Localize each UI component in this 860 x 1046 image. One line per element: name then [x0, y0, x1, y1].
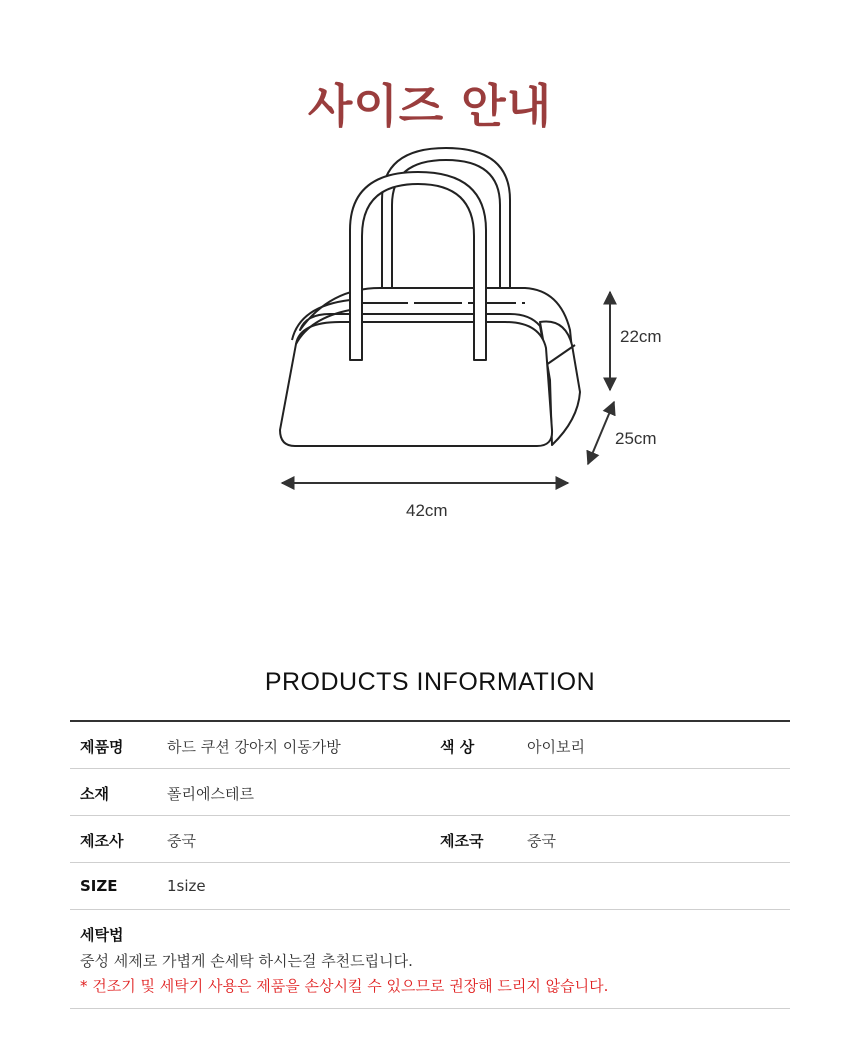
care-row	[70, 910, 790, 1009]
depth-arrow	[588, 402, 614, 464]
country-value: 중국	[527, 832, 556, 850]
color-value: 아이보리	[527, 738, 585, 756]
color-label: 색 상	[440, 738, 475, 756]
name-value: 하드 쿠션 강아지 이동가방	[167, 738, 341, 756]
info-row	[70, 722, 790, 769]
bag-front-body	[280, 322, 552, 446]
section-title: PRODUCTS INFORMATION	[264, 668, 596, 696]
care-label: 세탁법	[80, 926, 124, 944]
material-label: 소재	[80, 785, 109, 803]
info-row	[70, 769, 790, 816]
page-title: 사이즈 안내	[307, 79, 553, 133]
info-row	[70, 863, 790, 910]
care-warning: * 건조기 및 세탁기 사용은 제품을 손상시킬 수 있으므로 권장해 드리지 않습니다.	[80, 977, 609, 995]
material-value: 폴리에스테르	[167, 785, 254, 803]
depth-label: 25cm	[615, 429, 657, 448]
size-value: 1size	[167, 877, 206, 895]
product-info-table	[70, 720, 790, 1009]
width-label: 42cm	[406, 501, 448, 520]
country-label: 제조국	[440, 832, 484, 850]
care-text: 중성 세제로 가볍게 손세탁 하시는걸 추천드립니다.	[80, 952, 413, 970]
name-label: 제품명	[80, 738, 124, 756]
height-label: 22cm	[620, 327, 662, 346]
maker-label: 제조사	[80, 832, 124, 850]
back-handle	[382, 148, 510, 298]
size-label: SIZE	[80, 877, 118, 895]
info-row	[70, 816, 790, 863]
maker-value: 중국	[167, 832, 196, 850]
